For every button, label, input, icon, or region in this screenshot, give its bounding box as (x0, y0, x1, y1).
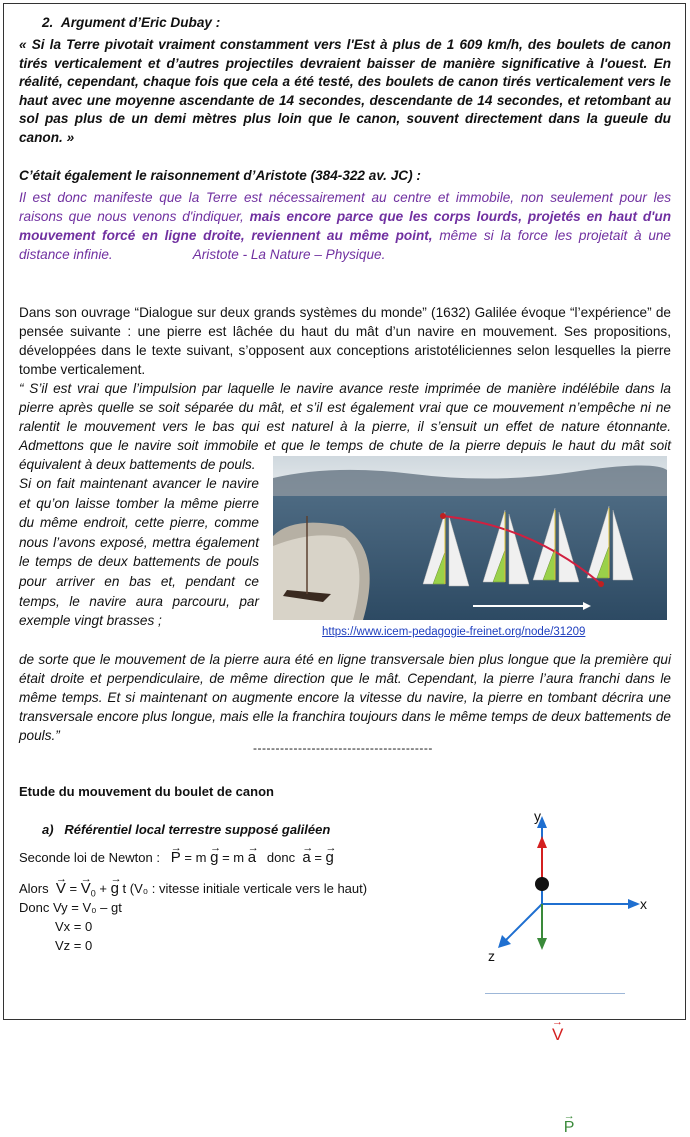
newton-law: Seconde loi de Newton : → P = m → g = m → a donc → a = → g (19, 849, 334, 866)
vy-equation: Donc Vy = V₀ – gt (19, 900, 122, 915)
aristote-quote: Il est donc manifeste que la Terre est nécessairement au centre et immobile, non seulement pour les raisons que nous venons d'indiquer, mais encore parce que les corps lourds, projetés en haut d'un mouvement forcé en ligne droite, reviennent au même point, même si la force les projetait à une distance infinie. Aristote - La Nature – Physique. (19, 190, 671, 262)
separator: ---------------------------------------- (253, 741, 433, 755)
galilee-intro: Dans son ouvrage “Dialogue sur deux grands systèmes du monde” (1632) Galilée évoque “l’expérience” de pensée suivante : une pierre est lâchée du haut du mât d’un navire en mouvement. Ses propositions, développées dans le texte suivant, s’opposent aux conceptions aristotéliciennes selon lesquelles la pierre tombe verticalement. (19, 305, 671, 377)
cannonball-icon (535, 877, 549, 891)
source-link[interactable]: https://www.icem-pedagogie-freinet.org/node/31209 (322, 626, 586, 638)
z-axis-label: z (488, 948, 495, 964)
ship-illustration (273, 456, 667, 620)
velocity-label: → V (552, 1025, 563, 1045)
galilee-quote-3: de sorte que le mouvement de la pierre aura été en ligne transversale bien plus longue que la première qui était droite et perpendiculaire, de même direction que le mât. Cependant, la pierre l’aura franchi dans le même temps. Et si maintenant on augmente encore la vitesse du navire, la pierre en tombant décrira une transversale encore plus longue, mais elle la franchira toujours dans le même temps de deux battements de pouls.” (19, 652, 671, 743)
alors-line: Alors → V = → $V_0$ + → g t (V₀ : vitesse initiale verticale vers le haut) (19, 880, 367, 903)
weight-vector-icon (537, 938, 547, 950)
vx-equation: Vx = 0 (55, 919, 93, 934)
divider-line (485, 993, 625, 994)
vz-equation: Vz = 0 (55, 938, 93, 953)
etude-title: Etude du mouvement du boulet de canon (19, 784, 274, 799)
dubay-quote: « Si la Terre pivotait vraiment constamment vers l'Est à plus de 1 609 km/h, des boulets de canon tirés verticalement et d’autres projectiles devraient baisser de manière significative à l'ouest. En réalité, cependant, chaque fois que cela a été testé, des boulets de canon tirés verticalement vers le haut avec une moyenne ascendante de 14 secondes, descendante de 14 secondes, et retombant au sol pas plus de un demi mètres plus loin que le canon, souvent directement dans la gueule du canon. » (19, 37, 671, 145)
section-heading: 2. Argument d’Eric Dubay : (42, 15, 221, 30)
axes-diagram (480, 808, 670, 1136)
galilee-quote-2: Si on fait maintenant avancer le navire et qu’on laisse tomber la même pierre du même endroit, cette pierre, comme nous l’avons exposé, mettra également le temps de deux battements de pouls pour arriver en bas et, pendant ce temps, le navire aura parcouru, par exemple vingt brasses ; (19, 476, 259, 629)
x-arrow-icon (628, 899, 640, 909)
galilee-quote-1: “ S’il est vrai que l’impulsion par laquelle le navire avance reste imprimée de manière indélébile dans la pierre après quelle se soit séparée du mât, et s’il est également vrai que ce mouvement n’empêche ni ne ralentit le mouvement vers le bas qui est naturel à la pierre, il s’ensuit un effet de nature étonnante. Admettons que le navire soit immobile et que le temps de chute de la pierre depuis le haut du mât soit équivalent à deux battements de pouls. (19, 381, 671, 472)
weight-label: → P (564, 1119, 575, 1137)
aristote-heading: C’était également le raisonnement d’Aristote (384-322 av. JC) : (19, 168, 421, 183)
velocity-vector-icon (537, 836, 547, 848)
subsection-heading: a) Référentiel local terrestre supposé galiléen (42, 822, 331, 837)
x-axis-label: x (640, 896, 647, 912)
y-axis-label: y (534, 808, 541, 824)
